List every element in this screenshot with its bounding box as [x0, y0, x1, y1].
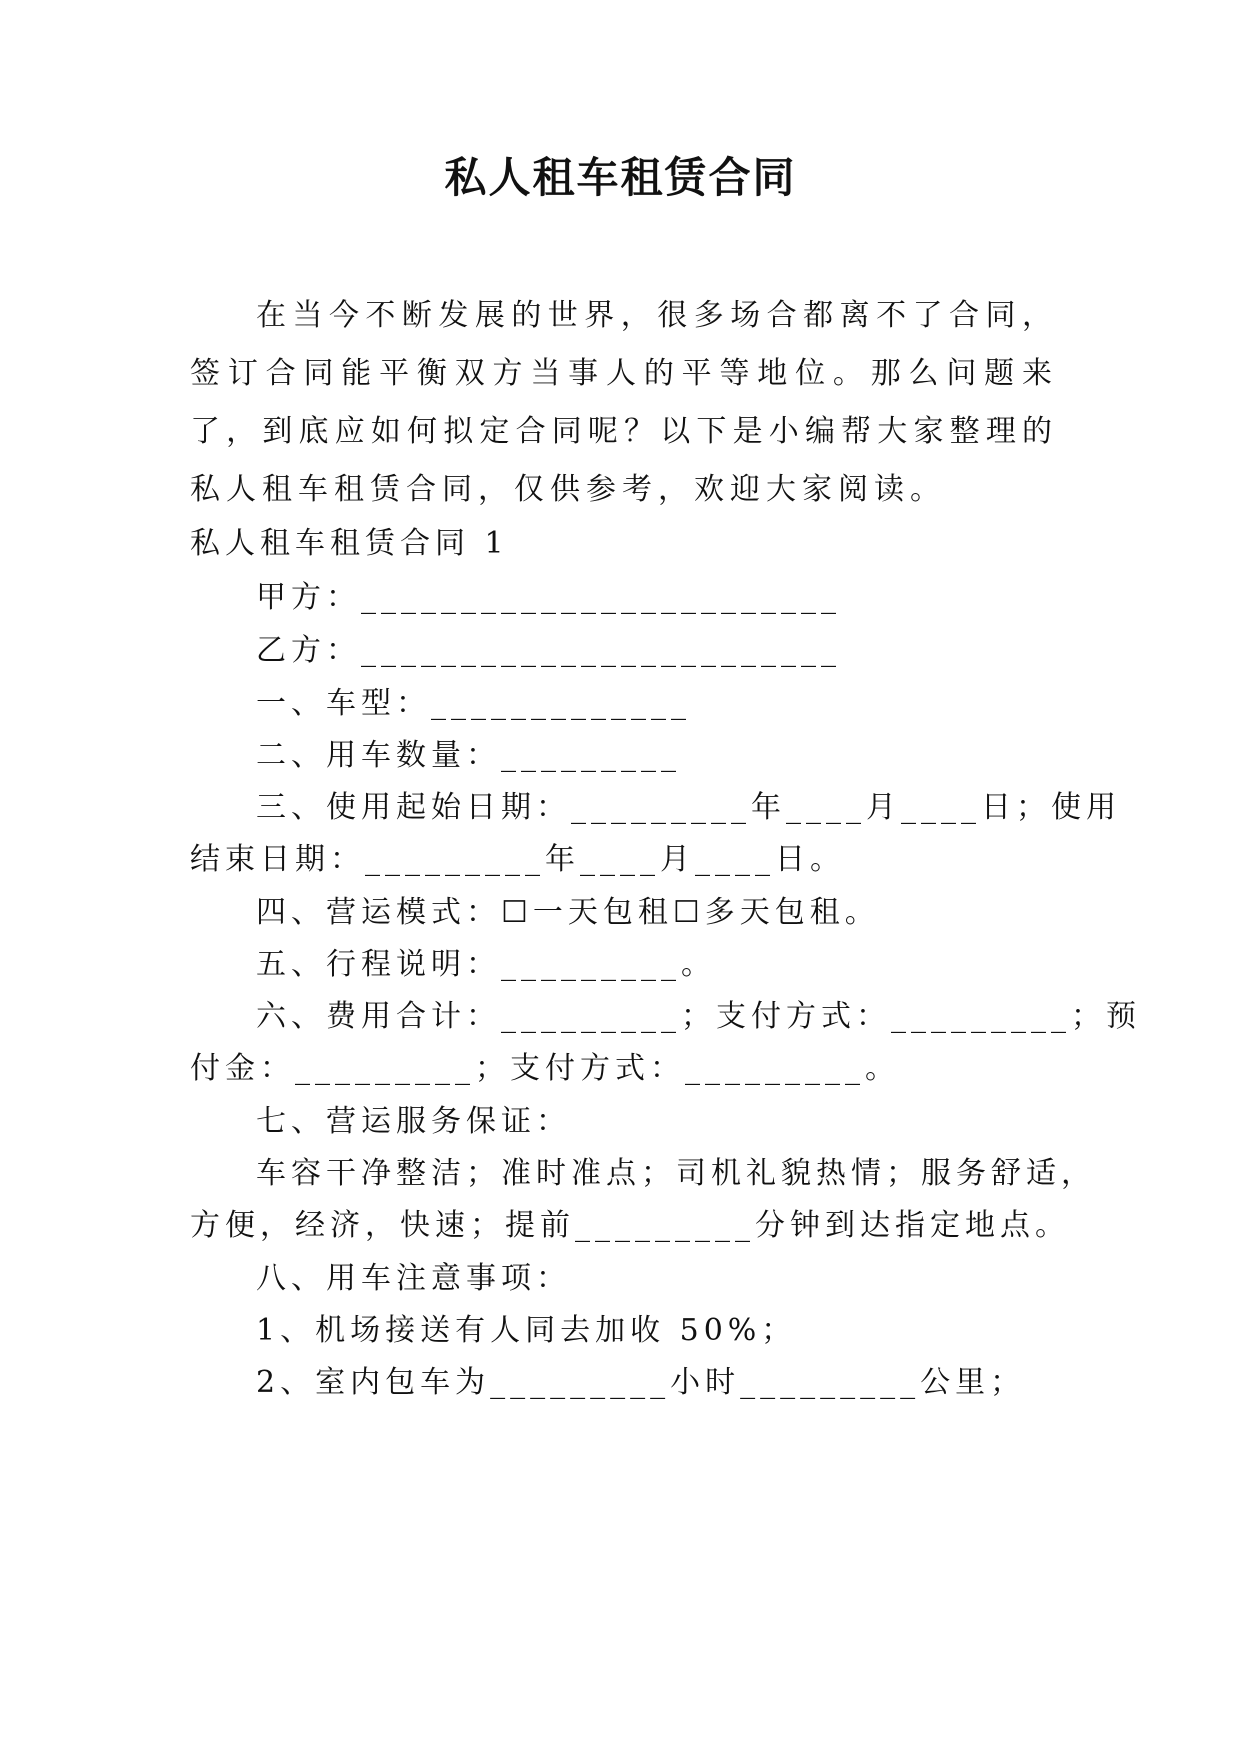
clause-service-guarantee: 七、营运服务保证： — [256, 1104, 571, 1139]
document-title: 私人租车租赁合同 — [444, 153, 797, 202]
clause-vehicle-type: 一、车型：_____________ — [256, 686, 691, 721]
clause-operation-mode: 四、营运模式：☐一天包租☐多天包租。 — [256, 895, 880, 930]
section-title: 私人租车租赁合同 1 — [190, 526, 509, 561]
clause-itinerary: 五、行程说明：_________。 — [256, 947, 716, 982]
clause-vehicle-count: 二、用车数量：_________ — [256, 738, 681, 773]
clause-fees: 六、费用合计：_________；支付方式：_________；预 — [256, 999, 1141, 1034]
intro-paragraph: 在当今不断发展的世界，很多场合都离不了合同，签订合同能平衡双方当事人的平等地位。那么问题来了，到底应如何拟定合同呢？以下是小编帮大家整理的私人租车租赁合同，仅供参考，欢迎大家阅读。 — [190, 298, 1058, 507]
clause-end-date: 结束日期：_________年____月____日。 — [190, 842, 845, 877]
clause-start-date: 三、使用起始日期：_________年____月____日；使用 — [256, 790, 1121, 825]
note-item-2: 2、室内包车为_________小时_________公里； — [256, 1365, 1026, 1400]
service-guarantee-text-1: 车容干净整洁；准时准点；司机礼貌热情；服务舒适， — [256, 1156, 1096, 1191]
clause-prepayment: 付金：_________；支付方式：_________。 — [190, 1051, 900, 1086]
party-a-line: 甲方：________________________ — [256, 580, 841, 615]
clause-notes: 八、用车注意事项： — [256, 1261, 571, 1296]
service-guarantee-text-2: 方便，经济，快速；提前_________分钟到达指定地点。 — [190, 1208, 1070, 1243]
note-item-1: 1、机场接送有人同去加收 50%； — [256, 1313, 797, 1348]
party-b-line: 乙方：________________________ — [256, 633, 841, 668]
